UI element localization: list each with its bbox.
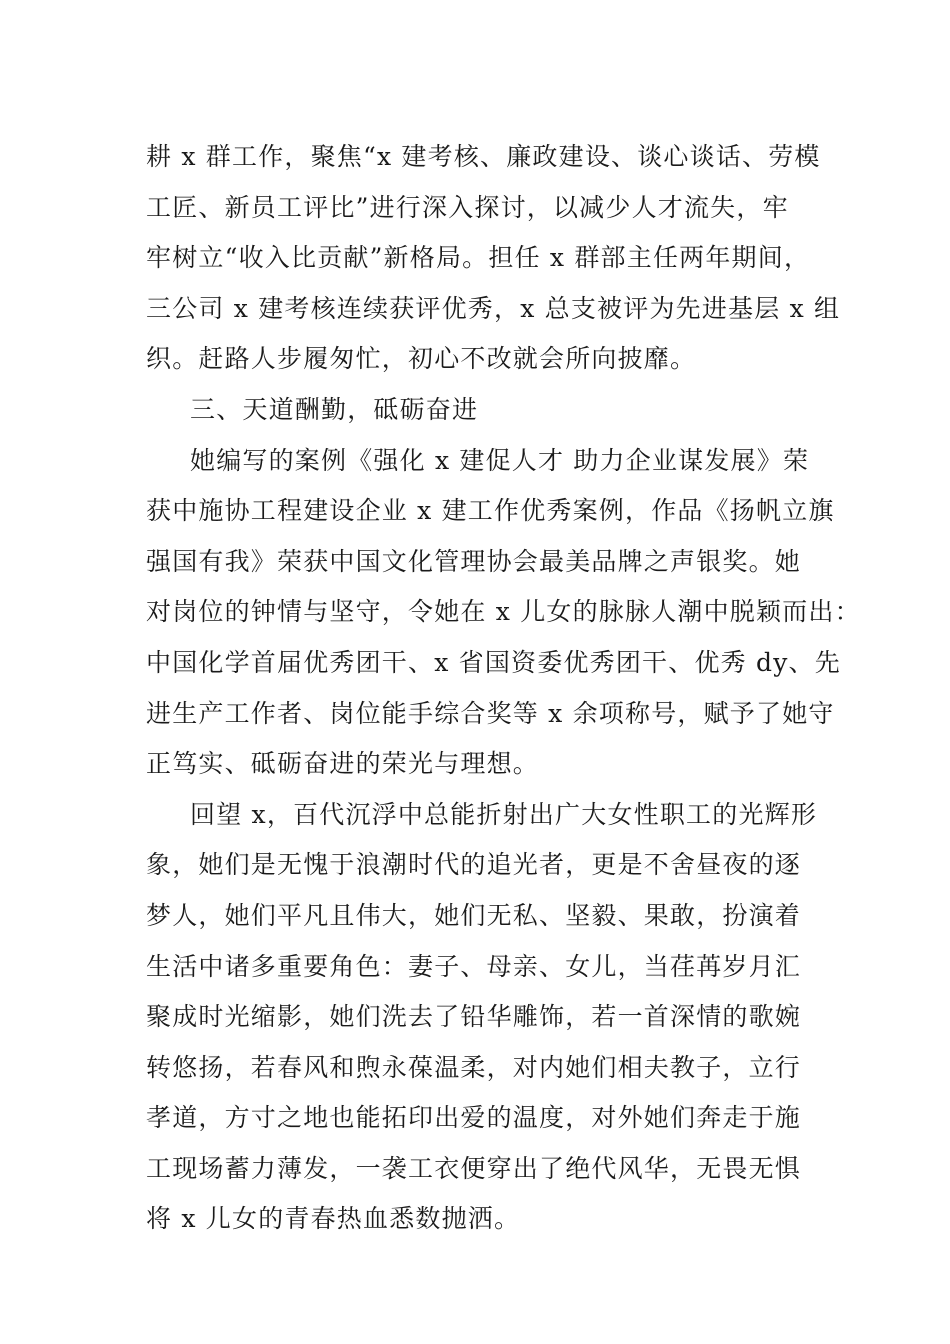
text-line: 将 x 儿女的青春热血悉数抛洒。 — [146, 1204, 521, 1234]
text-line: 生活中诸多重要角色：妻子、母亲、女儿，当荏苒岁月汇 — [146, 951, 802, 981]
text-line: 孝道，方寸之地也能拓印出爱的温度，对外她们奔走于施 — [146, 1103, 802, 1133]
text-line: 中国化学首届优秀团干、x 省国资委优秀团干、优秀 dy、先 — [146, 647, 841, 677]
text-line: 强国有我》荣获中国文化管理协会最美品牌之声银奖。她 — [146, 546, 802, 576]
text-line: 织。赶路人步履匆忙，初心不改就会所向披靡。 — [146, 344, 697, 374]
text-line: 转悠扬，若春风和煦永葆温柔，对内她们相夫教子，立行 — [146, 1052, 802, 1082]
text-line: 获中施协工程建设企业 x 建工作优秀案例，作品《扬帆立旗 — [146, 496, 835, 526]
text-line: 三公司 x 建考核连续获评优秀，x 总支被评为先进基层 x 组 — [146, 293, 841, 323]
text-line: 三、天道酬勤，砥砺奋进 — [190, 394, 479, 424]
text-line: 梦人，她们平凡且伟大，她们无私、坚毅、果敢，扮演着 — [146, 900, 802, 930]
text-line: 聚成时光缩影，她们洗去了铅华雕饰，若一首深情的歌婉 — [146, 1002, 802, 1032]
body-text — [146, 132, 861, 1245]
text-line: 工现场蓄力薄发，一袭工衣便穿出了绝代风华，无畏无惧 — [146, 1153, 802, 1183]
text-line: 正笃实、砥砺奋进的荣光与理想。 — [146, 749, 540, 779]
text-line: 耕 x 群工作，聚焦“x 建考核、廉政建设、谈心谈话、劳模 — [146, 142, 821, 171]
text-line: 她编写的案例《强化 x 建促人才 助力企业谋发展》荣 — [190, 445, 810, 475]
text-line: 进生产工作者、岗位能手综合奖等 x 余项称号，赋予了她守 — [146, 698, 835, 728]
text-line: 牢树立“收入比贡献”新格局。担任 x 群部主任两年期间， — [146, 243, 811, 273]
text-line: 工匠、新员工评比”进行深入探讨，以减少人才流失，牢 — [146, 192, 789, 222]
text-line: 对岗位的钟情与坚守，令她在 x 儿女的脉脉人潮中脱颖而出： — [146, 597, 861, 627]
text-line: 象，她们是无愧于浪潮时代的追光者，更是不舍昼夜的逐 — [146, 850, 802, 880]
text-line: 回望 x，百代沉浮中总能折射出广大女性职工的光辉形 — [190, 799, 818, 829]
